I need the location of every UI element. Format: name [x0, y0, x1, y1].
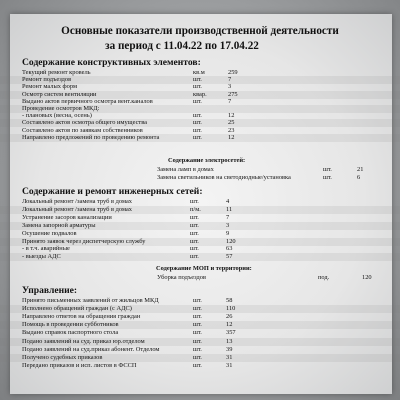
row-unit: шт.	[193, 83, 202, 91]
row-unit: кв.м	[193, 69, 205, 76]
row-label: Подано заявлений на суд.приказ абонент. Отделом	[22, 345, 160, 353]
row-value: 9	[226, 229, 230, 237]
row-unit: шт.	[193, 337, 202, 345]
table-row	[0, 297, 400, 305]
row-unit: п/м.	[190, 205, 201, 213]
row-label: - в т.ч. аварийные	[22, 245, 70, 253]
table-row	[0, 346, 400, 354]
row-value: 4	[226, 198, 230, 205]
row-value: 12	[226, 321, 233, 329]
row-unit: шт.	[190, 221, 199, 229]
row-label: Исполнено обращений граждан (с АДС)	[22, 305, 132, 313]
row-label: Помощь в проведении субботников	[22, 321, 119, 329]
row-value: 120	[362, 274, 372, 281]
table-row	[0, 174, 400, 182]
row-label: Устранение засоров канализации	[22, 213, 112, 221]
row-unit: шт.	[193, 329, 202, 337]
row-unit: шт.	[193, 361, 202, 369]
row-value: 21	[357, 166, 364, 173]
table-row	[0, 238, 400, 246]
section-heading-electric: Содержание электросетей:	[168, 157, 246, 164]
section-heading-management: Управление:	[22, 285, 78, 296]
row-unit: шт.	[190, 198, 199, 205]
row-value: 120	[226, 237, 236, 245]
row-unit: шт.	[193, 305, 202, 313]
table-row	[0, 222, 400, 230]
table-row	[0, 198, 400, 206]
row-value: 110	[226, 305, 236, 313]
row-value: 7	[228, 76, 232, 84]
row-value: 58	[226, 297, 233, 304]
table-row	[0, 305, 400, 313]
row-unit: под.	[318, 274, 330, 281]
row-value: 3	[228, 83, 232, 91]
row-label: Выдано актов первичного осмотра вент.каналов	[22, 97, 153, 105]
table-row	[0, 313, 400, 321]
row-value: 26	[226, 313, 233, 321]
table-row	[0, 206, 400, 214]
row-unit: шт.	[193, 112, 202, 120]
row-unit: шт.	[190, 253, 199, 261]
row-unit: шт.	[193, 297, 202, 304]
row-unit: шт.	[193, 345, 202, 353]
row-label: Направлено предложений по проведению ремонта	[22, 133, 160, 141]
section-heading-construct: Содержание конструктивных элементов:	[22, 57, 201, 68]
section-heading-mop: Содержание МОП и территории:	[156, 265, 252, 272]
row-unit: шт.	[193, 313, 202, 321]
table-row	[0, 362, 400, 370]
row-value: 31	[226, 353, 233, 361]
table-row	[0, 274, 400, 282]
row-label: - выезды АДС	[22, 253, 61, 261]
row-label: Замена запорной арматуры	[22, 221, 96, 229]
row-value: 7	[228, 97, 232, 105]
row-unit: шт.	[323, 173, 332, 181]
row-label: Осушение подвалов	[22, 229, 77, 237]
row-value: 13	[226, 337, 233, 345]
table-row	[0, 321, 400, 329]
row-label: Направлено ответов на обращения граждан	[22, 313, 141, 321]
table-row	[0, 329, 400, 337]
row-value: 12	[228, 133, 235, 141]
row-value: 11	[226, 205, 233, 213]
row-value: 25	[228, 119, 235, 127]
row-value: 7	[226, 213, 230, 221]
row-label: Текущий ремонт кровель	[22, 69, 91, 76]
row-value: 57	[226, 253, 233, 261]
row-unit: шт.	[190, 229, 199, 237]
row-label: Составлено актов осмотра общего имущества	[22, 119, 147, 127]
report-period: за период с 11.04.22 по 17.04.22	[105, 40, 259, 52]
row-unit: шт.	[190, 213, 199, 221]
section-heading-networks: Содержание и ремонт инженерных сетей:	[22, 186, 203, 197]
row-unit: квар.	[193, 90, 207, 98]
row-unit: шт.	[190, 237, 199, 245]
table-row	[0, 253, 400, 261]
row-label: Локальный ремонт /замена труб в домах	[22, 198, 132, 205]
row-label: Ремонт малых форм	[22, 83, 78, 91]
row-unit: шт.	[193, 321, 202, 329]
row-label: - плановых (весна, осень)	[22, 112, 92, 120]
row-label: Замена ламп в домах	[157, 166, 214, 173]
row-value: 357	[226, 329, 236, 337]
row-label: Подано заявлений на суд. приказ юр.отделом	[22, 337, 145, 345]
table-row	[0, 354, 400, 362]
row-value: 3	[226, 221, 230, 229]
row-unit: шт.	[193, 353, 202, 361]
row-value: 31	[226, 361, 233, 369]
row-unit: шт.	[193, 126, 202, 134]
row-label: Составлено актов по заявкам собственников	[22, 126, 143, 134]
table-row	[0, 214, 400, 222]
row-value: 6	[357, 173, 361, 181]
row-unit: шт.	[193, 97, 202, 105]
row-value: 23	[228, 126, 235, 134]
table-row	[0, 134, 400, 142]
table-row	[0, 230, 400, 238]
row-unit: шт.	[323, 166, 332, 173]
row-label: Принято заявок через диспетчерскую службу	[22, 237, 146, 245]
row-value: 12	[228, 112, 235, 120]
table-row	[0, 338, 400, 346]
row-unit: шт.	[193, 76, 202, 84]
row-value: 259	[228, 69, 238, 76]
row-value: 63	[226, 245, 233, 253]
row-label: Уборка подъездов	[157, 274, 206, 281]
row-unit: шт.	[190, 245, 199, 253]
row-label: Выдано справок паспортного стола	[22, 329, 119, 337]
table-row	[0, 245, 400, 253]
row-value: 275	[228, 90, 238, 98]
row-label: Принято письменных заявлений от жильцов МКД	[22, 297, 159, 304]
row-label: Ремонт подъездов	[22, 76, 72, 84]
row-label: Локальный ремонт /замена труб в домах	[22, 205, 132, 213]
row-unit: шт.	[193, 119, 202, 127]
report-title: Основные показатели производственной деятельности	[61, 25, 339, 37]
row-label: Получено судебных приказов	[22, 353, 103, 361]
row-label: Проведение осмотров МКД:	[22, 105, 100, 112]
row-value: 39	[226, 345, 233, 353]
row-label: Осмотр систем вентиляции	[22, 90, 97, 98]
row-label: Замена светильников на светодиодные/установка	[157, 173, 291, 181]
row-unit: шт.	[193, 133, 202, 141]
row-label: Передано приказов и исп. листов в ФССП	[22, 361, 137, 369]
